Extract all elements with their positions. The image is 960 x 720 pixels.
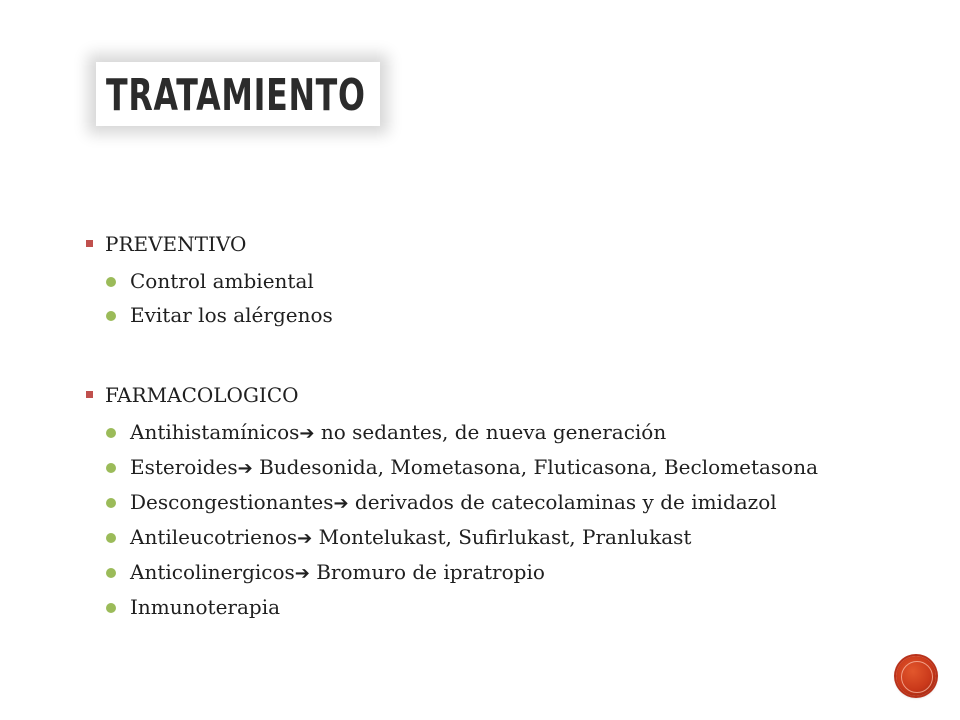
section-preventivo (84, 228, 844, 328)
round-bullet-icon (106, 533, 116, 543)
slide-title: TRATAMIENTO (106, 70, 366, 121)
item-text: Control ambiental (130, 269, 314, 293)
round-bullet-icon (106, 311, 116, 321)
bullet-list (84, 269, 844, 328)
square-bullet-icon (86, 240, 93, 247)
item-term: Esteroides (130, 455, 238, 479)
section-farmacologico (84, 379, 844, 620)
item-text: Bromuro de ipratropio (309, 560, 545, 584)
round-bullet-icon (106, 568, 116, 578)
list-item (84, 269, 844, 294)
arrow-right-icon: ➔ (299, 423, 315, 444)
list-item (84, 455, 844, 481)
round-bullet-icon (106, 498, 116, 508)
arrow-right-icon: ➔ (297, 528, 313, 549)
list-item (84, 595, 844, 620)
bullet-list (84, 420, 844, 620)
item-text: Evitar los alérgenos (130, 303, 333, 327)
item-text: derivados de catecolaminas y de imidazol (348, 490, 777, 514)
item-text: no sedantes, de nueva generación (314, 420, 667, 444)
list-item (84, 420, 844, 446)
list-item (84, 303, 844, 328)
round-bullet-icon (106, 603, 116, 613)
item-text: Inmunoterapia (130, 595, 281, 619)
list-item (84, 490, 844, 516)
item-term: Descongestionantes (130, 490, 334, 514)
item-term: Antileucotrienos (130, 525, 298, 549)
square-bullet-icon (86, 391, 93, 398)
round-bullet-icon (106, 277, 116, 287)
item-term: Antihistamínicos (130, 420, 300, 444)
slide-content (84, 228, 844, 620)
section-heading-text: PREVENTIVO (105, 232, 247, 256)
list-item (84, 560, 844, 586)
section-heading (84, 228, 844, 260)
item-text: Budesonida, Mometasona, Fluticasona, Beclometasona (252, 455, 819, 479)
round-bullet-icon (106, 463, 116, 473)
badge-ring-decoration (901, 661, 933, 693)
round-bullet-icon (106, 428, 116, 438)
item-term: Anticolinergicos (130, 560, 295, 584)
arrow-right-icon: ➔ (333, 493, 349, 514)
arrow-right-icon: ➔ (237, 458, 253, 479)
arrow-right-icon: ➔ (294, 563, 310, 584)
item-text: Montelukast, Sufirlukast, Pranlukast (312, 525, 692, 549)
section-heading (84, 379, 844, 411)
list-item (84, 525, 844, 551)
section-heading-text: FARMACOLOGICO (105, 383, 299, 407)
